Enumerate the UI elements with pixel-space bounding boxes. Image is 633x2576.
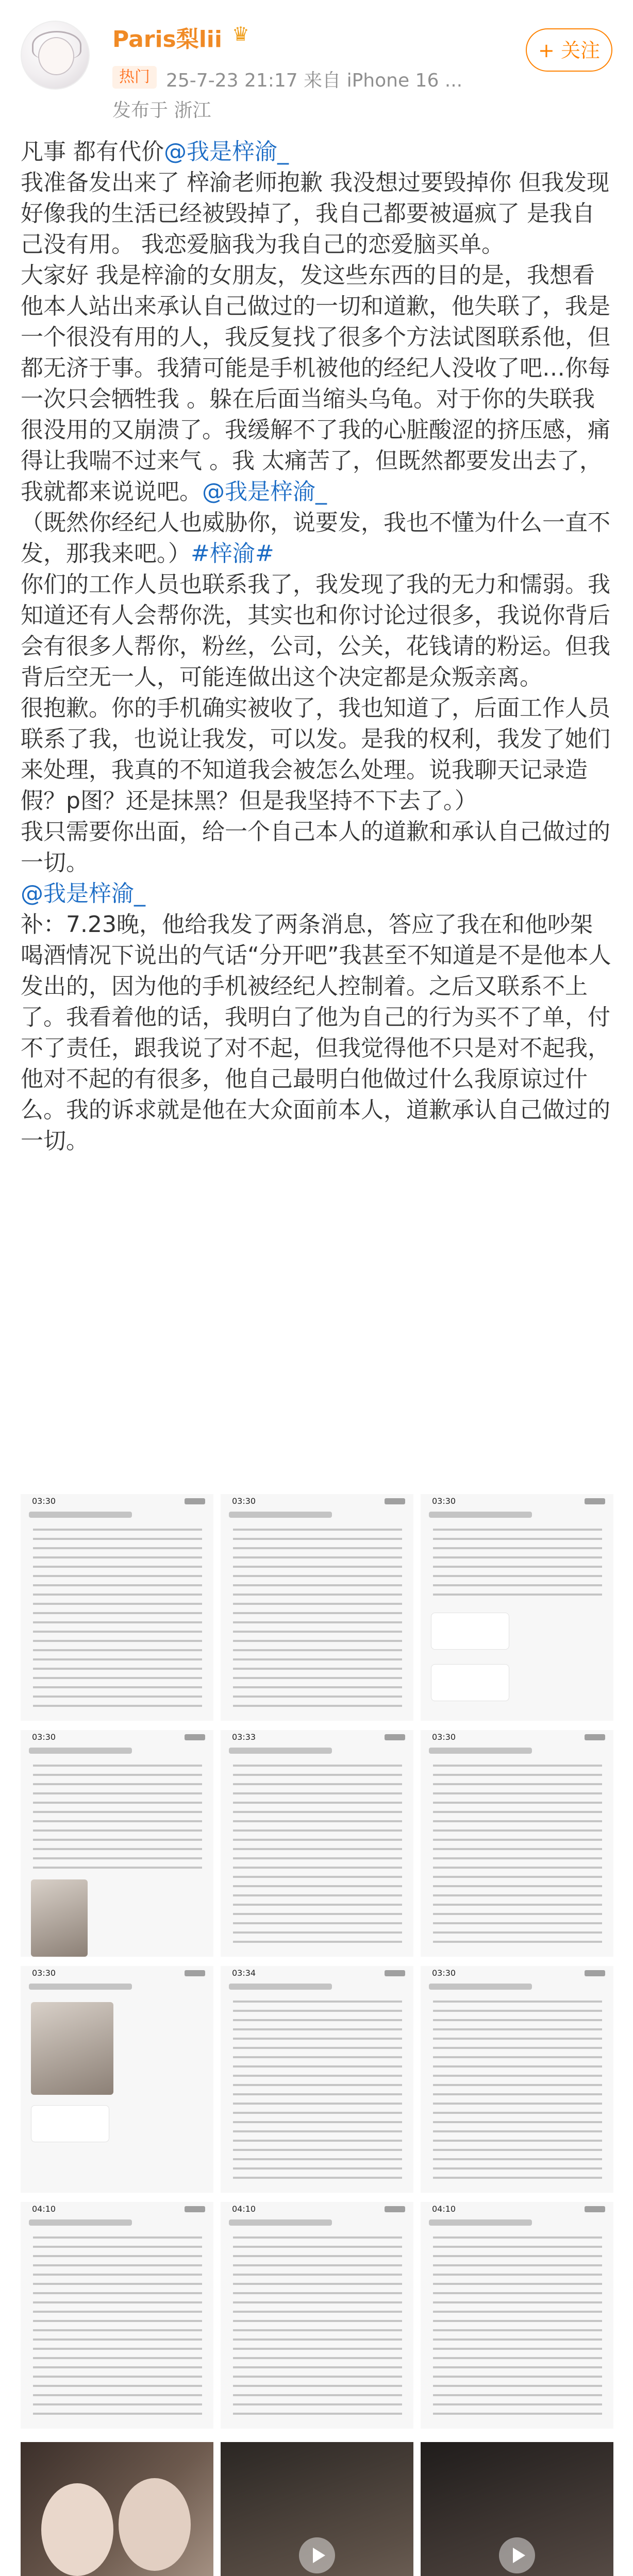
chat-bubble [431, 1664, 509, 1701]
status-time: 03:33 [232, 1732, 256, 1742]
text-span: 大家好 我是梓渝的女朋友，发这些东西的目的是，我想看他本人站出来承认自己做过的一切和道歉，他失联了，我是一个很没有用的人，我反复找了很多个方法试图联系他，但都无济于事。我猜可能是手机被他的经纪人没收了吧…你每一次只会牺牲我 。躲在后面当缩头乌龟。对于你的失联我很没用的又崩溃了。我缓解不了我的心脏酸涩的挤压感，痛得让我喘不过来气 。我 太痛苦了，但既然都要发出去了，我就都来说说吧。 [21, 262, 610, 505]
status-icons [385, 1970, 405, 1976]
chat-header [29, 2219, 132, 2226]
chat-screenshot-image[interactable] [421, 2202, 613, 2429]
chat-screenshot-image[interactable] [421, 1730, 613, 1957]
mention-link[interactable]: @我是梓渝_ [202, 479, 327, 505]
chat-screenshot-image[interactable] [421, 1494, 613, 1721]
status-time: 04:10 [32, 2204, 56, 2214]
post-content [21, 137, 613, 1157]
chat-photo [31, 1879, 88, 1957]
status-bar [21, 2202, 213, 2217]
chat-screenshot-image[interactable] [221, 1494, 413, 1721]
chat-header [29, 1748, 132, 1754]
chat-text-lines [233, 1761, 402, 1944]
status-icons [185, 1970, 205, 1976]
status-time: 03:30 [32, 1968, 56, 1978]
chat-bubble [31, 2105, 109, 2142]
post-paragraph: 补：7.23晚，他给我发了两条消息，答应了我在和他吵架喝酒情况下说出的气话“分开吧”我甚至不知道是不是他本人发出的，因为他的手机被经纪人控制着。之后又联系不上了。我看着他的话，我明白了他为自己的行为买不了单，付不了责任，跟我说了对不起，但我觉得他不只是对不起我，他对不起的有很多，他自己最明白他做过什么我原谅过什么。我的诉求就是他在大众面前本人，道歉承认自己做过的一切。 [21, 911, 611, 1154]
chat-screenshot-image[interactable] [221, 1966, 413, 2193]
chat-text-lines [433, 1525, 602, 1597]
status-icons [585, 1498, 605, 1504]
status-time: 03:30 [432, 1732, 456, 1742]
post-paragraph [21, 137, 613, 167]
status-icons [185, 1498, 205, 1504]
status-time: 03:34 [232, 1968, 256, 1978]
play-icon[interactable] [299, 2537, 335, 2573]
status-bar [221, 2202, 413, 2217]
chat-screenshot-image[interactable] [221, 1730, 413, 1957]
status-icons [585, 2206, 605, 2212]
chat-text-lines [433, 2233, 602, 2416]
chat-screenshot-image[interactable] [21, 2202, 213, 2429]
couple-photo-image[interactable] [21, 2442, 213, 2576]
chat-header [429, 2219, 532, 2226]
status-icons [585, 1970, 605, 1976]
chat-text-lines [33, 1761, 202, 1869]
status-bar [421, 1494, 613, 1510]
status-time: 03:30 [32, 1496, 56, 1506]
status-bar [221, 1730, 413, 1745]
face-shape [119, 2478, 191, 2571]
chat-text-lines [33, 2233, 202, 2416]
post-paragraph: 很抱歉。你的手机确实被收了，我也知道了，后面工作人员联系了我，也说让我发，可以发。是我的权利，我发了她们来处理，我真的不知道我会被怎么处理。说我聊天记录造假？p图？还是抹黑？但是我坚持不下去了。） [21, 695, 610, 814]
chat-screenshot-image[interactable] [21, 1966, 213, 2193]
status-icons [185, 2206, 205, 2212]
chat-text-lines [33, 1525, 202, 1708]
avatar-face [38, 37, 74, 75]
status-bar [221, 1494, 413, 1510]
hot-badge: 热门 [112, 66, 157, 89]
status-time: 03:30 [232, 1496, 256, 1506]
status-bar [421, 2202, 613, 2217]
chat-text-lines [433, 1761, 602, 1944]
post-paragraph [21, 507, 613, 569]
chat-screenshot-image[interactable] [421, 1966, 613, 2193]
username[interactable]: Paris梨lii [112, 26, 222, 53]
chat-text-lines [233, 2233, 402, 2416]
post-paragraph [21, 878, 613, 909]
chat-text-lines [233, 1525, 402, 1708]
chat-header [229, 1984, 332, 1990]
chat-header [429, 1984, 532, 1990]
post-paragraph: 我只需要你出面，给一个自己本人的道歉和承认自己做过的一切。 [21, 819, 610, 876]
chat-text-lines [433, 1997, 602, 2180]
chat-text-lines [233, 1997, 402, 2180]
chat-header [229, 2219, 332, 2226]
status-icons [585, 1734, 605, 1740]
chat-header [429, 1512, 532, 1518]
follow-button[interactable]: + 关注 [526, 28, 612, 72]
mention-link[interactable]: @我是梓渝_ [164, 139, 289, 165]
image-grid [21, 1494, 613, 2442]
status-icons [385, 1734, 405, 1740]
avatar[interactable] [21, 21, 90, 90]
video-thumbnail[interactable] [221, 2442, 413, 2576]
chat-screenshot-image[interactable] [221, 2202, 413, 2429]
chat-header [229, 1748, 332, 1754]
chat-screenshot-image[interactable] [21, 1730, 213, 1957]
post-location: 发布于 浙江 [112, 100, 211, 121]
post-paragraph [21, 260, 613, 507]
chat-header [229, 1512, 332, 1518]
status-icons [185, 1734, 205, 1740]
mention-link[interactable]: @我是梓渝_ [21, 880, 145, 907]
status-bar [221, 1966, 413, 1981]
chat-header [429, 1748, 532, 1754]
status-time: 04:10 [432, 2204, 456, 2214]
play-icon[interactable] [499, 2537, 535, 2573]
status-icons [385, 1498, 405, 1504]
post-paragraph: 你们的工作人员也联系我了，我发现了我的无力和懦弱。我知道还有人会帮你洗，其实也和你讨论过很多，我说你背后会有很多人帮你，粉丝，公司，公关，花钱请的粉运。但我背后空无一人，可能连做出这个决定都是众叛亲离。 [21, 571, 610, 690]
status-bar [421, 1966, 613, 1981]
status-time: 03:30 [432, 1496, 456, 1506]
text-span: 凡事 都有代价 [21, 139, 164, 165]
status-time: 04:10 [232, 2204, 256, 2214]
chat-header [29, 1512, 132, 1518]
post-header [0, 0, 633, 129]
status-time: 03:30 [432, 1968, 456, 1978]
status-bar [21, 1966, 213, 1981]
status-bar [21, 1494, 213, 1510]
post-paragraph: 我准备发出来了 梓渝老师抱歉 我没想过要毁掉你 但我发现好像我的生活已经被毁掉了，我自己都要被逼疯了 是我自己没有用。 我恋爱脑我为我自己的恋爱脑买单。 [21, 170, 609, 258]
status-bar [421, 1730, 613, 1745]
chat-photo [31, 2002, 113, 2095]
face-shape [41, 2483, 113, 2576]
text-span: （既然你经纪人也威胁你，说要发，我也不懂为什么一直不发，那我来吧。） [21, 510, 610, 567]
chat-bubble [431, 1613, 509, 1650]
post-time-source: 25-7-23 21:17 来自 iPhone 16 ... [166, 70, 463, 91]
crown-icon: ♛ [232, 23, 250, 45]
status-icons [385, 2206, 405, 2212]
status-bar [21, 1730, 213, 1745]
status-time: 03:30 [32, 1732, 56, 1742]
chat-screenshot-image[interactable] [21, 1494, 213, 1721]
video-thumbnail[interactable] [421, 2442, 613, 2576]
chat-header [29, 1984, 132, 1990]
topic-link[interactable]: #梓渝# [191, 540, 274, 567]
